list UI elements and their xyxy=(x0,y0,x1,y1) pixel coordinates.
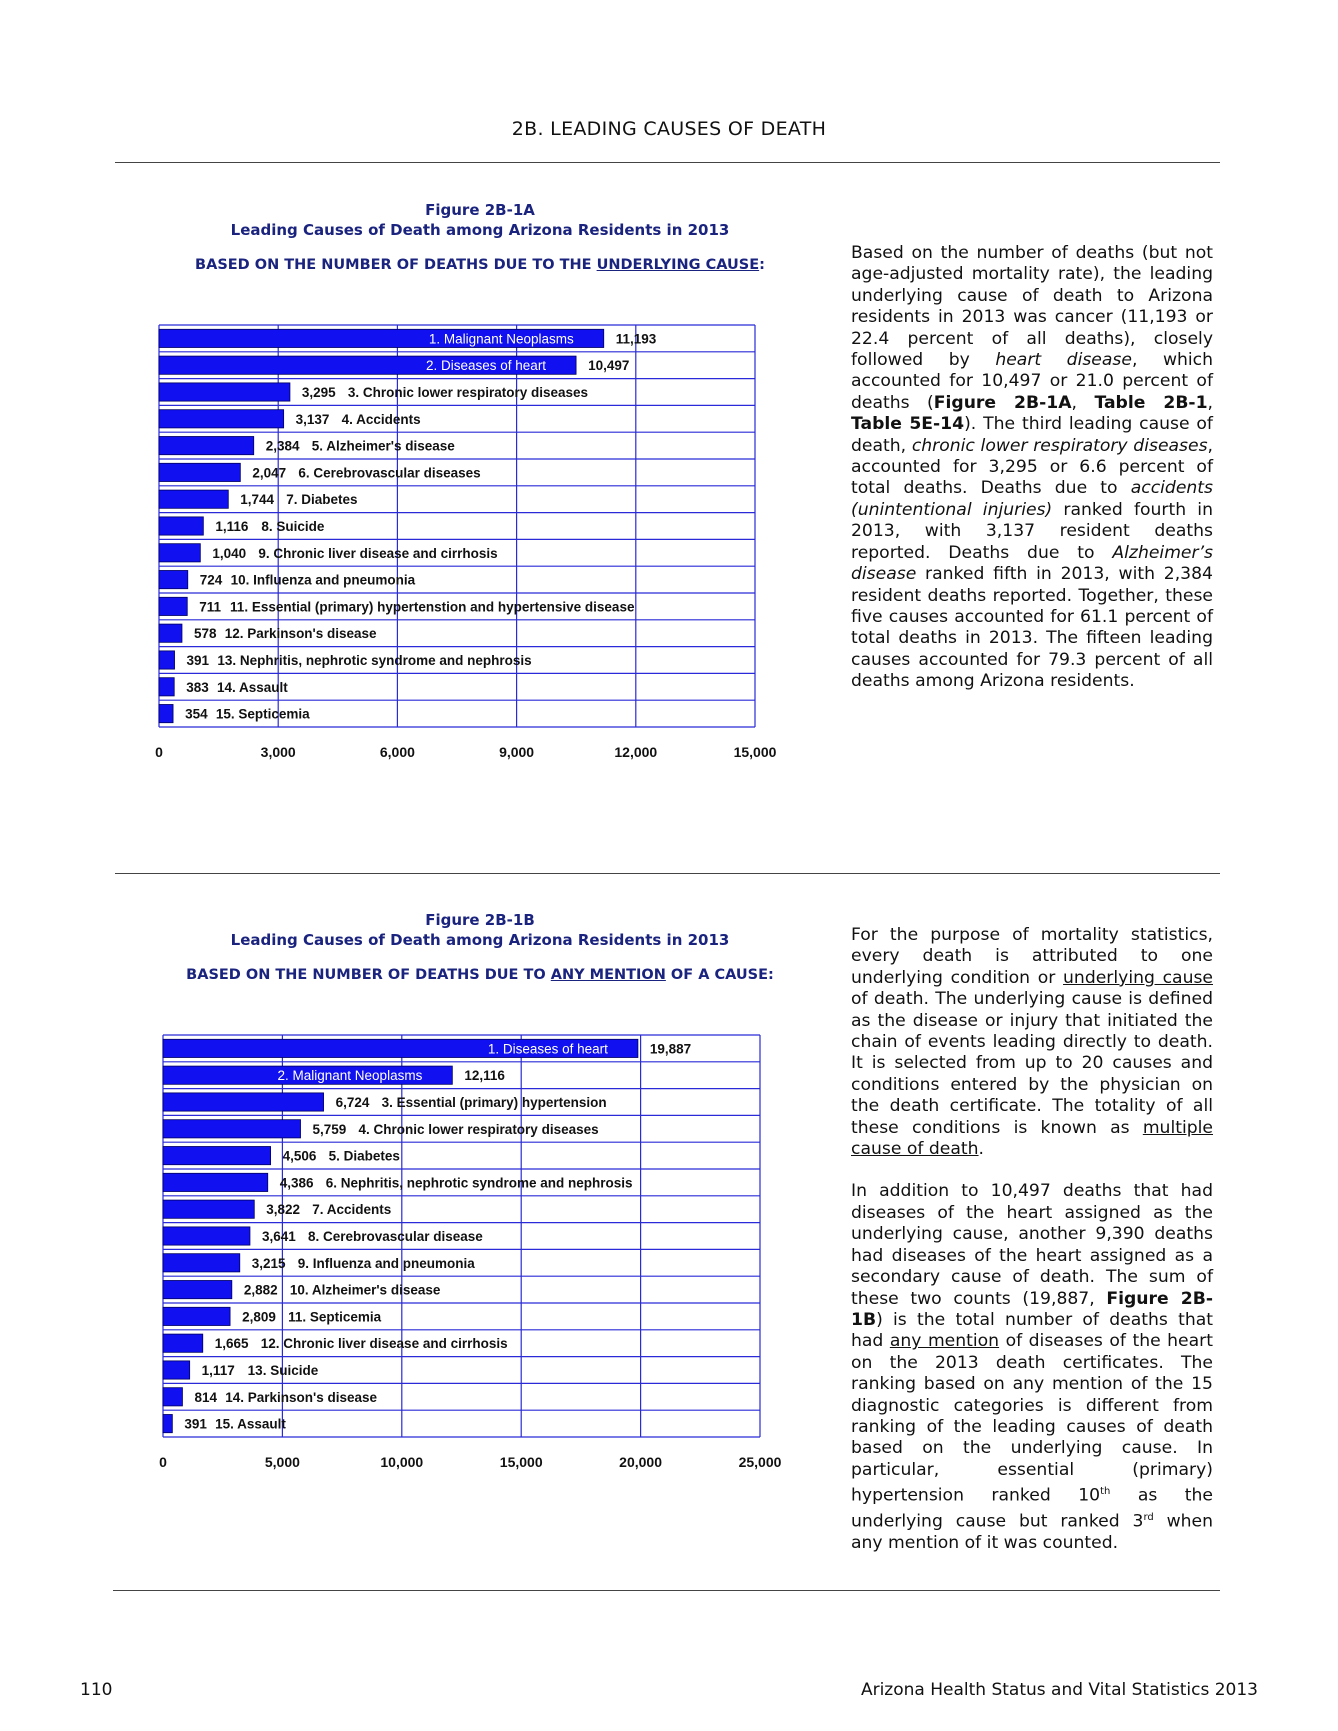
figure-b-heading xyxy=(160,910,800,950)
figure-a-subtitle-underlined: UNDERLYING CAUSE xyxy=(596,257,760,273)
chart-b-value-label: 4,506 xyxy=(282,1148,317,1164)
chart-b-value-label: 2,882 xyxy=(243,1282,278,1298)
top-rule xyxy=(115,162,1220,163)
chart-a xyxy=(140,310,800,770)
chart-b-bar xyxy=(163,1173,268,1191)
chart-b xyxy=(140,1020,810,1480)
figure-b-label: Figure 2B-1B xyxy=(425,911,535,929)
chart-b-category-label: 15. Assault xyxy=(215,1416,286,1432)
figure-a-subtitle xyxy=(140,257,820,273)
chart-b-category-label: 6. Nephritis, nephrotic syndrome and nephrosis xyxy=(325,1175,633,1191)
chart-a-value-label: 1,116 xyxy=(215,519,249,534)
chart-a-category-label: 2. Diseases of heart xyxy=(426,358,547,374)
chart-b-tick-label: 10,000 xyxy=(380,1454,424,1470)
chart-a-category-label: 7. Diabetes xyxy=(286,492,358,508)
chart-b-value-label: 6,724 xyxy=(335,1095,370,1110)
chart-b-bar xyxy=(163,1307,230,1325)
chart-a-category-label: 5. Alzheimer's disease xyxy=(311,438,455,454)
chart-a-value-label: 2,047 xyxy=(252,465,287,481)
chart-a-bar xyxy=(159,544,200,562)
chart-a-category-label: 1. Malignant Neoplasms xyxy=(428,331,574,347)
chart-a-value-label: 711 xyxy=(199,599,222,615)
figure-a-subtitle-end: : xyxy=(759,257,765,273)
chart-a-category-label: 8. Suicide xyxy=(261,519,325,534)
chart-b-bar xyxy=(163,1280,232,1298)
chart-b-bar xyxy=(163,1146,271,1164)
figure-a-label: Figure 2B-1A xyxy=(425,201,535,219)
paragraph-b xyxy=(851,925,1213,1555)
chart-a-value-label: 2,384 xyxy=(265,438,300,454)
chart-b-value-label: 1,117 xyxy=(201,1363,235,1378)
chart-a-tick-label: 15,000 xyxy=(733,744,777,760)
figure-b-title: Leading Causes of Death among Arizona Residents in 2013 xyxy=(230,931,730,949)
figure-a-title: Leading Causes of Death among Arizona Residents in 2013 xyxy=(230,221,730,239)
chart-a-value-label: 3,295 xyxy=(301,385,336,400)
chart-a-bar xyxy=(159,383,290,401)
chart-a-category-label: 15. Septicemia xyxy=(215,706,310,722)
chart-b-tick-label: 0 xyxy=(159,1454,167,1470)
chart-b-value-label: 2,809 xyxy=(242,1309,276,1325)
chart-b-value-label: 3,822 xyxy=(266,1202,301,1218)
chart-a-bar xyxy=(159,597,187,615)
chart-b-tick-label: 15,000 xyxy=(499,1454,543,1470)
chart-b-value-label: 4,386 xyxy=(279,1175,314,1191)
chart-a-bar xyxy=(159,678,174,696)
chart-b-bar xyxy=(163,1200,254,1218)
chart-a-category-label: 6. Cerebrovascular diseases xyxy=(298,465,481,481)
chart-a-value-label: 1,040 xyxy=(212,545,247,561)
chart-b-bar xyxy=(163,1254,240,1272)
footer-title: Arizona Health Status and Vital Statistics 2013 xyxy=(860,1680,1258,1700)
chart-b-category-label: 11. Septicemia xyxy=(288,1309,382,1325)
chart-a-bar xyxy=(159,463,240,481)
figure-a-subtitle-text: BASED ON THE NUMBER OF DEATHS DUE TO THE xyxy=(195,257,597,273)
chart-a-tick-label: 6,000 xyxy=(379,744,415,760)
chart-b-category-label: 7. Accidents xyxy=(312,1202,392,1218)
chart-b-bar xyxy=(163,1227,250,1245)
chart-a-bar xyxy=(159,517,203,535)
chart-a-bar xyxy=(159,490,228,508)
page-title: 2B. LEADING CAUSES OF DEATH xyxy=(511,118,827,140)
chart-a-tick-label: 3,000 xyxy=(260,744,296,760)
chart-b-bar xyxy=(163,1414,172,1432)
chart-a-svg xyxy=(140,310,800,770)
chart-b-category-label: 5. Diabetes xyxy=(328,1148,400,1164)
chart-a-category-label: 4. Accidents xyxy=(341,411,421,427)
chart-a-category-label: 14. Assault xyxy=(217,679,288,695)
chart-a-category-label: 13. Nephritis, nephrotic syndrome and nephrosis xyxy=(217,653,532,668)
chart-a-category-label: 3. Chronic lower respiratory diseases xyxy=(347,385,589,400)
figure-b-subtitle-end: OF A CAUSE: xyxy=(665,967,774,983)
chart-b-category-label: 8. Cerebrovascular disease xyxy=(307,1229,483,1244)
paragraph-a-text: Based on the number of deaths (but not age-adjusted mortality rate), the leading underlying cause of death to Arizona residents in 2013 was cancer (11,193 or 22.4 percent of all deaths), closely followed by heart disease, which accounted for 10,497 or 21.0 percent of deaths (Figure 2B-1A, Table 2B-1, Table 5E-14). The third leading cause of death, chronic lower respiratory diseases, accounted for 3,295 or 6.6 percent of total deaths. Deaths due to accidents (unintentional injuries) ranked fourth in 2013, with 3,137 resident deaths reported. Deaths due to Alzheimer’s disease ranked fifth in 2013, with 2,384 resident deaths reported. Together, these five causes accounted for 61.1 percent of total deaths in 2013. The fifteen leading causes accounted for 79.3 percent of all deaths among Arizona residents. xyxy=(851,243,1214,692)
chart-a-value-label: 3,137 xyxy=(295,411,330,427)
chart-b-value-label: 391 xyxy=(184,1416,207,1432)
chart-b-category-label: 3. Essential (primary) hypertension xyxy=(381,1095,607,1110)
chart-a-tick-label: 12,000 xyxy=(614,744,658,760)
paragraph-b-1: For the purpose of mortality statistics, every death is attributed to one underlying condition or underlying cause of death. The underlying cause is defined as the disease or injury that initiated the chain of events leading directly to death. It is selected from up to 20 causes and conditions entered by the physician on the death certificate. The totality of all these conditions is known as multiple cause of death. xyxy=(851,925,1213,1160)
chart-a-category-label: 9. Chronic liver disease and cirrhosis xyxy=(258,545,498,561)
chart-b-tick-label: 25,000 xyxy=(738,1454,782,1470)
chart-b-tick-label: 5,000 xyxy=(264,1454,300,1470)
chart-b-value-label: 814 xyxy=(194,1389,217,1405)
chart-a-value-label: 391 xyxy=(186,653,210,668)
chart-a-bar xyxy=(159,570,188,588)
bottom-rule xyxy=(113,1590,1220,1591)
chart-b-value-label: 12,116 xyxy=(464,1068,505,1084)
chart-a-value-label: 11,193 xyxy=(615,331,657,347)
middle-rule xyxy=(115,873,1220,874)
chart-a-tick-label: 9,000 xyxy=(499,744,535,760)
chart-a-value-label: 383 xyxy=(186,679,209,695)
chart-a-category-label: 10. Influenza and pneumonia xyxy=(230,572,416,588)
chart-b-value-label: 19,887 xyxy=(649,1041,692,1057)
chart-b-bar xyxy=(163,1361,190,1379)
chart-b-value-label: 5,759 xyxy=(312,1121,347,1137)
chart-a-value-label: 578 xyxy=(193,626,217,642)
chart-b-value-label: 1,665 xyxy=(214,1336,249,1352)
chart-b-category-label: 10. Alzheimer's disease xyxy=(289,1282,441,1298)
chart-b-category-label: 12. Chronic liver disease and cirrhosis xyxy=(260,1336,508,1352)
figure-a-heading xyxy=(160,200,800,240)
chart-b-value-label: 3,215 xyxy=(251,1255,286,1271)
chart-b-bar xyxy=(163,1334,203,1352)
paragraph-a xyxy=(851,243,1213,693)
chart-b-category-label: 2. Malignant Neoplasms xyxy=(277,1068,423,1084)
chart-a-bar xyxy=(159,624,182,642)
chart-b-svg xyxy=(140,1020,810,1480)
figure-b-subtitle-text: BASED ON THE NUMBER OF DEATHS DUE TO xyxy=(186,967,551,983)
chart-a-bar xyxy=(159,410,284,428)
figure-b-subtitle xyxy=(140,967,820,983)
chart-b-bar xyxy=(163,1120,301,1138)
chart-a-bar xyxy=(159,436,254,454)
chart-b-category-label: 13. Suicide xyxy=(247,1363,319,1378)
chart-b-category-label: 14. Parkinson's disease xyxy=(225,1389,378,1405)
chart-b-tick-label: 20,000 xyxy=(619,1454,663,1470)
chart-a-category-label: 11. Essential (primary) hypertenstion and hypertensive disease xyxy=(230,599,635,615)
figure-b-subtitle-underlined: ANY MENTION xyxy=(550,967,666,983)
chart-b-bar xyxy=(163,1388,182,1406)
chart-a-value-label: 10,497 xyxy=(588,358,630,374)
chart-a-value-label: 724 xyxy=(199,572,223,588)
paragraph-b-2: In addition to 10,497 deaths that had diseases of the heart assigned as the underlying cause, another 9,390 deaths had diseases of the heart assigned as a secondary cause of death. The sum of these two counts (19,887, Figure 2B-1B) is the total number of deaths that had any mention of diseases of the heart on the 2013 death certificates. The ranking based on any mention of the 15 diagnostic categories is different from ranking of the leading causes of death based on the underlying cause. In particular, essential (primary) hypertension ranked 10th as the underlying cause but ranked 3rd when any mention of it was counted. xyxy=(851,1181,1213,1554)
page-number: 110 xyxy=(80,1680,113,1700)
chart-a-bar xyxy=(159,704,173,722)
chart-b-category-label: 9. Influenza and pneumonia xyxy=(297,1255,475,1271)
chart-b-value-label: 3,641 xyxy=(261,1229,296,1244)
chart-b-bar xyxy=(163,1093,324,1111)
chart-a-value-label: 1,744 xyxy=(240,492,275,508)
chart-a-value-label: 354 xyxy=(185,706,208,722)
chart-b-category-label: 4. Chronic lower respiratory diseases xyxy=(358,1121,599,1137)
chart-a-bar xyxy=(159,651,175,669)
chart-b-category-label: 1. Diseases of heart xyxy=(487,1041,608,1057)
chart-a-category-label: 12. Parkinson's disease xyxy=(224,626,377,642)
chart-a-tick-label: 0 xyxy=(155,744,163,760)
